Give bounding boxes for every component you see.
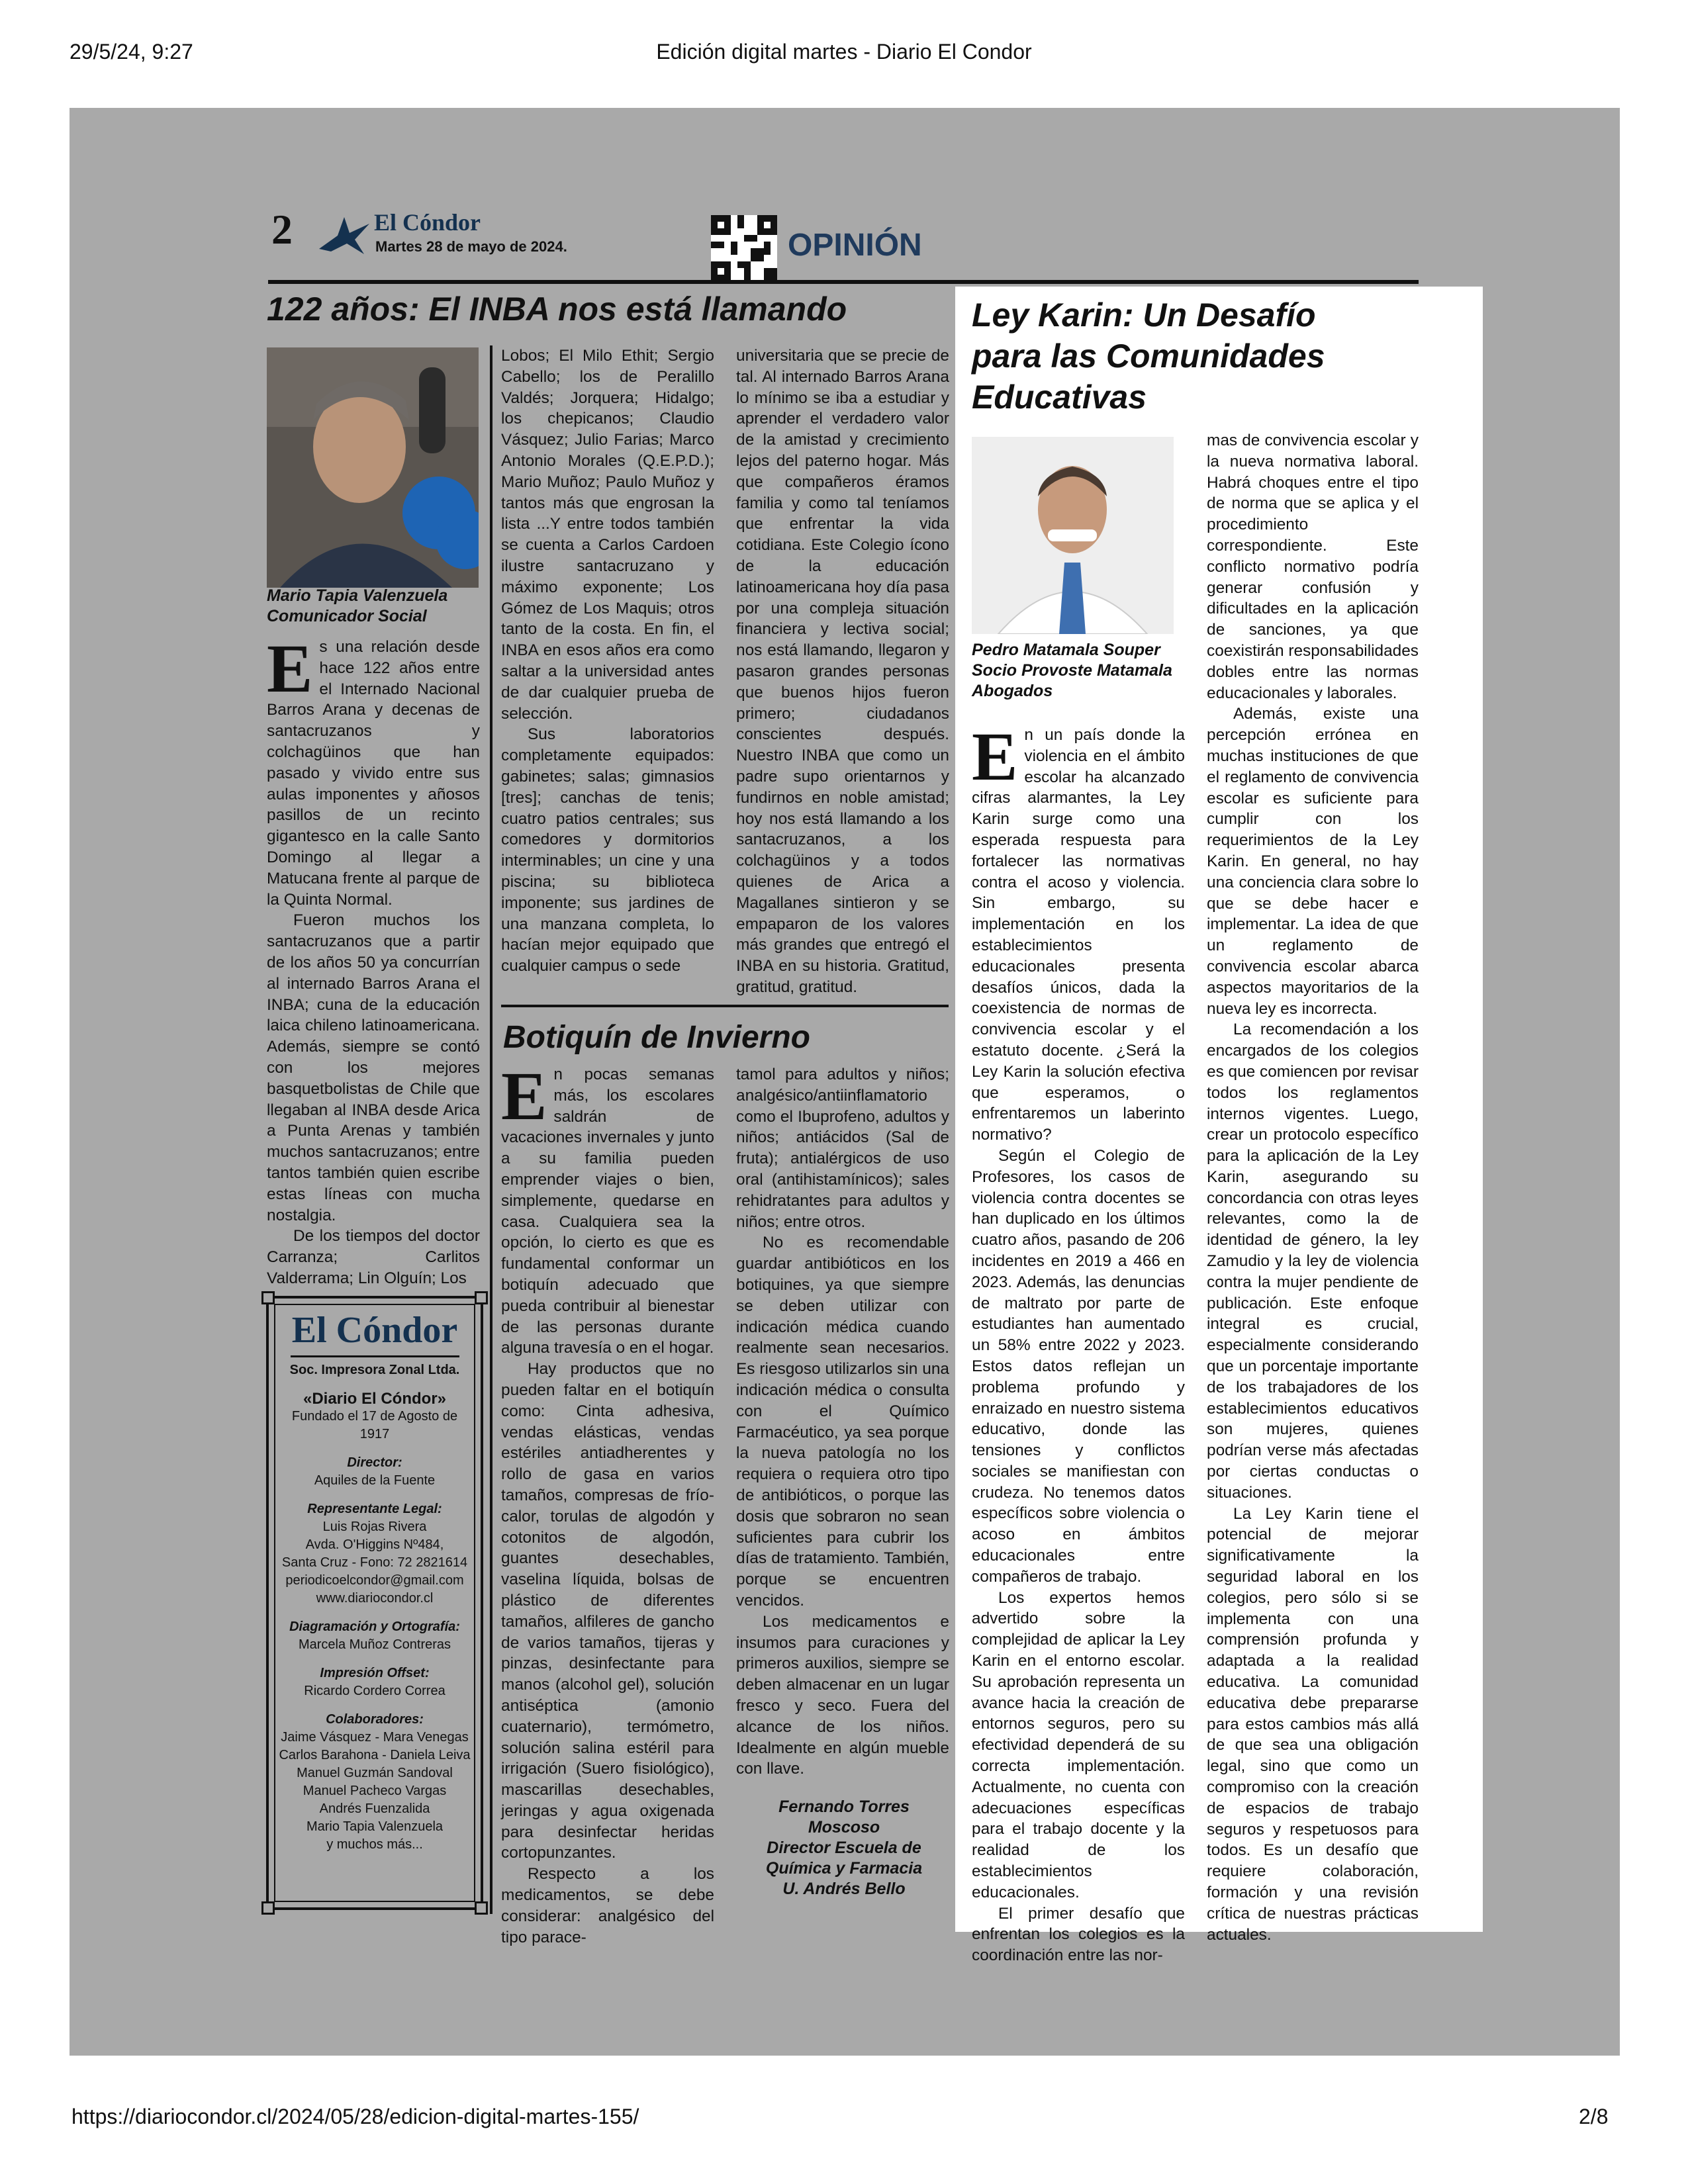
article2-col2-p2: No es recomendable guardar antibióticos en los botiquines, ya que siempre se deben utilizar con indicación médica cuando realmente sean necesarios. Es riesgoso utilizarlos sin una indicación médica o consulta con el Químico Farmacéutico, ya sea porque la nueva patología no los requiera o requiera otro tipo de antibióticos, o porque las dosis que sobraron no sean suficientes para cubrir los días de tratamiento. También, porque se encuentren vencidos. xyxy=(736,1234,949,1610)
article3-column-1 xyxy=(972,719,1185,1966)
print-page-title: Edición digital martes - Diario El Condor xyxy=(656,40,1032,64)
impressum-corner xyxy=(261,1291,275,1304)
article3-headline: Ley Karin: Un Desafío para las Comunidades Educativas xyxy=(972,296,1325,416)
article3-col1-p4: El primer desafío que enfrentan los colegios es la coordinación entre las nor- xyxy=(972,1904,1185,1965)
article1-caption-text: Mario Tapia Valenzuela Comunicador Social xyxy=(267,586,448,625)
article2-dropcap: E xyxy=(501,1058,547,1134)
article1-col1-p1: s una relación desde hace 122 años entre el Internado Nacional Barros Arana y decenas de santacruzanos y colchagüinos que han pasado y vivido entre sus aulas imponentes y añosos pasillos de un recinto gigantesco en la calle Santo Domingo al llegar a Matucana frente al parque de la Quinta Normal. xyxy=(267,638,480,909)
print-page-count: 2/8 xyxy=(1579,2105,1609,2128)
impressum-corner xyxy=(475,1291,488,1304)
article3-col2-p1: mas de convivencia escolar y la nueva normativa laboral. Habrá choques entre el tipo de norma que se aplica y el procedimiento correspondiente. Este conflicto normativo podría generar confusión y dificultades en la aplicación de sanciones, ya que coexistirán responsabilidades dobles entre las normas educacionales y laborales. xyxy=(1207,432,1419,702)
impressum-address: Avda. O'Higgins Nº484, xyxy=(305,1537,444,1552)
qr-code-icon xyxy=(711,215,777,281)
page-number: 2 xyxy=(271,206,293,253)
article3-author-photo xyxy=(972,437,1174,634)
article3-col1-p1: n un país donde la violencia en el ámbito escolar ha alcanzado cifras alarmantes, la Ley Karin surge como una esperada respuesta para fortalecer las normativas contra el acoso y violencia. Sin embargo, su implementación en los establecimientos educacionales presenta desafíos únicos, dada la coexistencia de normas de convivencia escolar y el estatuto docente. ¿Será la Ley Karin la solución efectiva que esperamos, o enfrentaremos un laberinto normativo? xyxy=(972,726,1185,1144)
impressum-logo: El Cóndor xyxy=(291,1310,458,1351)
condor-logo-icon xyxy=(318,210,371,257)
masthead-paper-name: El Cóndor xyxy=(374,209,481,236)
impressum-collaborator: Manuel Guzmán Sandoval xyxy=(297,1766,453,1780)
article2-headline: Botiquín de Invierno xyxy=(503,1020,810,1055)
impressum-legal-label: Representante Legal: xyxy=(307,1502,442,1516)
article3-dropcap: E xyxy=(972,719,1018,795)
article3-col2-p3: La recomendación a los encargados de los colegios es que comiencen por revisar todos los reglamentos internos vigentes. Luego, crear un protocolo específico para la aplicación de la Ley Karin, asegurando su concordancia con otras leyes relevantes, como la de identidad de género, la ley Zamudio y la ley de violencia contra la mujer pendiente de publicación. Este enfoque integral es crucial, especialmente considerando que un porcentaje importante de los trabajadores de los establecimientos educativos son mujeres, quienes podrían verse más afectadas por ciertas conductas o situaciones. xyxy=(1207,1021,1419,1502)
impressum-corner xyxy=(261,1901,275,1915)
browser-print-header xyxy=(0,0,1688,106)
impressum-email: periodicoelcondor@gmail.com xyxy=(285,1573,464,1588)
impressum-inner xyxy=(274,1304,475,1902)
column-divider xyxy=(490,345,492,1914)
masthead-rule xyxy=(268,280,1419,284)
impressum-phone: Santa Cruz - Fono: 72 2821614 xyxy=(281,1555,468,1570)
article3-photo-caption xyxy=(972,640,1184,702)
impressum-box xyxy=(266,1296,483,1910)
article1-author-photo xyxy=(267,347,479,588)
article3-col2-p4: La Ley Karin tiene el potencial de mejorar significativamente la seguridad laboral en los colegios, pero sólo si se implementa con una comprensión profunda y adaptada a la realidad educativa. La comunidad educativa debe prepararse para estos cambios más allá de que sea una obligación legal, sino que como un compromiso con la creación de espacios de trabajo seguros y respetuosos para todos. Es un desafío que requiere colaboración, formación y una revisión crítica de nuestras prácticas actuales. xyxy=(1207,1504,1419,1944)
article2-col1-p1: n pocas semanas más, los escolares saldrán de vacaciones invernales y junto a su familia pueden emprender viajes o bien, simplemente, quedarse en casa. Cualquiera sea la opción, lo cierto es que es fundamental conformar un botiquín adecuado que pueda contribuir al bienestar de las personas durante alguna travesía o en el hogar. xyxy=(501,1066,714,1357)
article2-col2-p3: Los medicamentos e insumos para curaciones y primeros auxilios, siempre se deben almacenar en un lugar fresco y seco. Fuera del alcance de los niños. Idealmente en algún mueble con llave. xyxy=(736,1612,949,1778)
impressum-corner xyxy=(475,1901,488,1915)
article1-column-2 xyxy=(501,345,714,977)
article1-col1-p2: Fueron muchos los santacruzanos que a partir de los años 50 ya concurrían al internado Barros Arana el INBA; cuna de la educación laica chileno latinoamericana. Además, siempre se contó con los mejores basquetbolistas de Chile que llegaban al INBA desde Arica a Punta Arenas y también muchos santacruzanos; entre tantos también quien escribe estas líneas con mucha nostalgia. xyxy=(267,911,480,1224)
article1-col3-p1: universitaria que se precie de tal. Al internado Barros Arana lo mínimo se iba a estudiar y aprender el verdadero valor de la amistad y crecimiento lejos del paterno hogar. Más que compañeros éramos familia y como tal teníamos que enfrentar la vida cotidiana. Este Colegio ícono de la educación latinoamericana hoy día pasa por una compleja situación financiera y lectiva social; nos está llamando, llegaron y pasaron grandes personas que buenos hijos fueron primero; ciudadanos conscientes después. Nuestro INBA que como un padre supo orientarnos y fundirnos en noble amistad; hoy nos está llamando a los santacruzanos, a los colchagüinos y a todos quienes de Arica a Magallanes sintieron y se empaparon de los valores más grandes que entregó el INBA en su historia. Gratitud, gratitud, gratitud. xyxy=(736,347,949,996)
article2-col1-p2: Hay productos que no pueden faltar en el botiquín como: Cinta adhesiva, vendas elásticas, vendas estériles antiadherentes y rollo de gasa en varios tamaños, compresas de frío-calor, torulas de algodón y cotonitos de algodón, guantes desechables, vaselina líquida, bolsas de plástico de diferentes tamaños, alfileres de gancho de varios tamaños, tijeras y pinzas, desinfectante para manos (alcohol gel), solución antiséptica (amonio cuaternario), termómetro, solución salina estéril para irrigación (Suero fisiológico), mascarillas desechables, jeringas y agua oxigenada para desinfectar heridas cortopunzantes. xyxy=(501,1360,714,1862)
article2-signature xyxy=(741,1797,947,1899)
article1-headline: 122 años: El INBA nos está llamando xyxy=(267,291,847,328)
impressum-rule xyxy=(291,1355,459,1357)
impressum-layout-name: Marcela Muñoz Contreras xyxy=(298,1637,451,1652)
article1-col1-p3: De los tiempos del doctor Carranza; Carlitos Valderrama; Lin Olguín; Los xyxy=(267,1227,480,1287)
print-url: https://diariocondor.cl/2024/05/28/edicion-digital-martes-155/ xyxy=(71,2105,639,2128)
browser-print-footer xyxy=(0,2105,1688,2158)
article-divider xyxy=(501,1005,949,1007)
section-label: OPINIÓN xyxy=(788,228,922,263)
impressum-legal-name: Luis Rojas Rivera xyxy=(322,1520,427,1534)
masthead-date: Martes 28 de mayo de 2024. xyxy=(375,238,567,255)
article1-col2-p2: Sus laboratorios completamente equipados: gabinetes; salas; gimnasios [tres]; canchas de tenis; cuatro patios centrales; sus comedores y dormitorios interminables; un cine y una piscina; su biblioteca imponente; sus jardines de una manzana completa, lo hacían mejor equipado que cualquier campus o sede xyxy=(501,725,714,976)
impressum-founded: Fundado el 17 de Agosto de 1917 xyxy=(291,1409,458,1441)
impressum-collaborator: Mario Tapia Valenzuela xyxy=(306,1819,444,1834)
article2-column-1 xyxy=(501,1058,714,1948)
impressum-director-label: Director: xyxy=(347,1455,402,1470)
article2-col2-p1: tamol para adultos y niños; analgésico/antiinflamatorio como el Ibuprofeno, adultos y niños; antiácidos (Sal de fruta); antialérgicos de uso oral (antihistamínicos); sales rehidratantes para adultos y niños; entre otros. xyxy=(736,1066,949,1231)
article3-column-2 xyxy=(1207,430,1419,1945)
article1-column-3 xyxy=(736,345,949,998)
impressum-collab-label: Colaboradores: xyxy=(326,1712,424,1727)
print-timestamp: 29/5/24, 9:27 xyxy=(70,40,193,64)
impressum-print-label: Impresión Offset: xyxy=(320,1666,430,1680)
impressum-collaborator: Manuel Pacheco Vargas xyxy=(303,1784,447,1798)
impressum-collaborator: Andrés Fuenzalida xyxy=(319,1801,430,1816)
article3-col1-p2: Según el Colegio de Profesores, los casos de violencia contra docentes se han duplicado en los últimos cuatro años, pasando de 206 incidentes en 2019 a 466 en 2023. Además, las denuncias de maltrato por parte de estudiantes han aumentado un 58% entre 2022 y 2023. Estos datos reflejan un problema profundo y enraizado en nuestro sistema educativo, donde las tensiones y conflictos sociales se manifiestan con crudeza. No tenemos datos específicos sobre violencia o acoso en ámbitos educacionales entre compañeros de trabajo. xyxy=(972,1146,1185,1586)
impressum-director: Aquiles de la Fuente xyxy=(314,1473,436,1488)
article1-column-1 xyxy=(267,631,480,1289)
article3-col1-p3: Los expertos hemos advertido sobre la complejidad de aplicar la Ley Karin en el entorno escolar. Su aprobación representa un avance hacia la creación de entornos seguros, pero su efectividad dependerá de su correcta implementación. Actualmente, no cuenta con adecuaciones específicas para el trabajo docente y la realidad de los establecimientos educacionales. xyxy=(972,1588,1185,1901)
article1-dropcap: E xyxy=(267,631,313,707)
article3-col2-p2: Además, existe una percepción errónea en muchas instituciones de que el reglamento de convivencia escolar es suficiente para cumplir con los requerimientos de la Ley Karin. En general, no hay una conciencia clara sobre lo que se debe hacer e implementar. La idea de que un reglamento de convivencia escolar abarca aspectos mayoritarios de la nueva ley es incorrecta. xyxy=(1207,705,1419,1018)
article2-col1-p3: Respecto a los medicamentos, se debe considerar: analgésico del tipo parace- xyxy=(501,1865,714,1946)
impressum-web: www.diariocondor.cl xyxy=(316,1591,434,1606)
article1-col2-p1: Lobos; El Milo Ethit; Sergio Cabello; los de Peralillo Valdés; Jorquera; Hidalgo; los chepicanos; Claudio Vásquez; Julio Farias; Marco Antonio Morales (Q.E.P.D.); Mario Muñoz; Paulo Muñoz y tantos más que engrosan la lista ...Y entre todos también se cuenta a Carlos Cardoen ilustre santacruzano y máximo exponente; Los Gómez de Los Maquis; otros tanto de la costa. En fin, el INBA en esos años era como saltar a la universidad antes de dar cualquier prueba de selección. xyxy=(501,347,714,723)
article2-column-2 xyxy=(736,1064,949,1780)
article3-caption-text: Pedro Matamala Souper Socio Provoste Matamala Abogados xyxy=(972,641,1172,700)
article1-photo-caption xyxy=(267,586,485,627)
impressum-collaborator: Jaime Vásquez - Mara Venegas xyxy=(281,1730,469,1745)
impressum-collaborator: y muchos más... xyxy=(326,1837,423,1852)
impressum-collaborator: Carlos Barahona - Daniela Leiva xyxy=(279,1748,471,1762)
impressum-layout-label: Diagramación y Ortografía: xyxy=(289,1619,460,1634)
impressum-paper: «Diario El Cóndor» xyxy=(303,1390,447,1408)
article2-signature-text: Fernando Torres Moscoso Director Escuela de Química y Farmacia U. Andrés Bello xyxy=(765,1797,923,1898)
impressum-print-name: Ricardo Cordero Correa xyxy=(304,1684,445,1698)
impressum-company: Soc. Impresora Zonal Ltda. xyxy=(289,1363,460,1377)
